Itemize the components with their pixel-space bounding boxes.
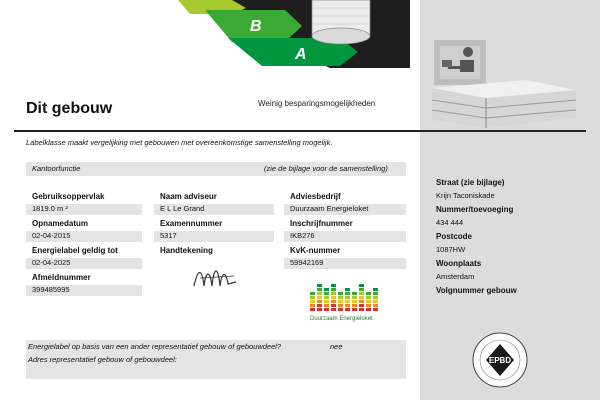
signature-label: Handtekening (160, 246, 213, 255)
signature-image (186, 258, 246, 298)
logo-bar-segment (324, 300, 329, 303)
logo-bar-segment (345, 308, 350, 311)
logo-bar-segment (345, 300, 350, 303)
house-number-value: 434 444 (436, 218, 464, 227)
logo-bar-segment (373, 300, 378, 303)
company-logo (286, 276, 406, 326)
logo-bar-segment (373, 308, 378, 311)
logo-bar-segment (324, 308, 329, 311)
page-subtitle: Weinig besparingsmogelijkheden (258, 99, 376, 108)
street-value: Krijn Taconiskade (436, 191, 495, 200)
logo-bar-segment (324, 292, 329, 295)
logo-bar-segment (359, 304, 364, 307)
survey-date-label: Opnamedatum (32, 219, 89, 228)
title-divider (14, 130, 586, 132)
logo-bar-segment (338, 292, 343, 295)
logo-bar-segment (317, 284, 322, 287)
logo-bar-segment (338, 304, 343, 307)
logo-bar-segment (359, 288, 364, 291)
logo-bar-segment (331, 284, 336, 287)
survey-date-value: 02-04-2015 (26, 231, 142, 242)
logo-bar-segment (373, 292, 378, 295)
composition-note: (zie de bijlage voor de samenstelling) (264, 164, 388, 173)
logo-bar-segment (359, 292, 364, 295)
logo-bar-segment (317, 296, 322, 299)
logo-bar-segment (324, 296, 329, 299)
logo-bar-segment (310, 300, 315, 303)
logo-bar-segment (317, 292, 322, 295)
representative-address-label: Adres representatief gebouw of gebouwdeel: (28, 355, 177, 364)
company-label: Adviesbedrijf (290, 192, 341, 201)
logo-bar-segment (359, 300, 364, 303)
logo-bar-segment (317, 304, 322, 307)
logo-bar-segment (359, 284, 364, 287)
logo-bar-segment (317, 308, 322, 311)
logo-bar-segment (366, 296, 371, 299)
logo-bar-segment (352, 292, 357, 295)
logo-bar-segment (317, 300, 322, 303)
advisor-name-value: E L Le Grand (154, 204, 274, 215)
office-building-icon (430, 40, 580, 135)
label-letter-b: B (250, 18, 262, 35)
valid-until-value: 02-04-2025 (26, 258, 142, 269)
logo-bar-segment (352, 304, 357, 307)
kvk-value: 59942169 (284, 258, 406, 269)
logo-bar-segment (345, 292, 350, 295)
logo-bar-segment (317, 288, 322, 291)
postcode-value: 1087HW (436, 245, 466, 254)
valid-until-label: Energielabel geldig tot (32, 246, 118, 255)
logo-bar-segment (338, 308, 343, 311)
registration-number-label: Afmeldnummer (32, 273, 91, 282)
building-sequence-label: Volgnummer gebouw (436, 286, 517, 295)
logo-bar-segment (373, 296, 378, 299)
representative-question: Energielabel op basis van een ander representatief gebouw of gebouwdeel? (28, 342, 282, 351)
registration-label: Inschrijfnummer (290, 219, 353, 228)
logo-bar-segment (338, 300, 343, 303)
logo-bar-segment (359, 308, 364, 311)
logo-bar-segment (366, 300, 371, 303)
logo-bar-segment (352, 300, 357, 303)
registration-number-value: 399485995 (26, 285, 142, 296)
postcode-label: Postcode (436, 232, 473, 241)
label-class-note: Labelklasse maakt vergelijking met gebouwen met overeenkomstige samenstelling mogelijk. (26, 138, 333, 147)
logo-bar-segment (366, 304, 371, 307)
logo-bar-segment (366, 292, 371, 295)
logo-bar-segment (310, 308, 315, 311)
logo-bar-segment (331, 288, 336, 291)
usable-area-label: Gebruiksoppervlak (32, 192, 105, 201)
logo-bar-segment (345, 296, 350, 299)
advisor-name-label: Naam adviseur (160, 192, 217, 201)
logo-bar-segment (359, 296, 364, 299)
logo-bar-segment (352, 308, 357, 311)
logo-bar-segment (331, 292, 336, 295)
logo-bar-segment (352, 296, 357, 299)
logo-bar-segment (331, 304, 336, 307)
house-number-label: Nummer/toevoeging (436, 205, 514, 214)
logo-bar-segment (373, 304, 378, 307)
exam-number-label: Examennummer (160, 219, 223, 228)
company-value: Duurzaam Energieloket (284, 204, 406, 215)
label-letter-a: A (295, 46, 307, 63)
building-function: Kantoorfunctie (32, 164, 81, 173)
logo-bar-segment (331, 308, 336, 311)
logo-bar-segment (331, 296, 336, 299)
logo-bar-segment (373, 288, 378, 291)
logo-bar-segment (310, 304, 315, 307)
logo-bar-segment (345, 304, 350, 307)
page-title: Dit gebouw (26, 100, 113, 117)
logo-bar-segment (345, 288, 350, 291)
logo-bar-segment (310, 292, 315, 295)
logo-bar-segment (324, 304, 329, 307)
logo-bar-segment (338, 296, 343, 299)
usable-area-value: 1819.0 m ² (26, 204, 142, 215)
city-value: Amsterdam (436, 272, 475, 281)
kvk-label: KvK-nummer (290, 246, 341, 255)
epbd-seal-icon (470, 330, 530, 390)
city-label: Woonplaats (436, 259, 482, 268)
logo-bar-segment (310, 296, 315, 299)
logo-bar-segment (331, 300, 336, 303)
svg-text:EPBD: EPBD (488, 356, 512, 365)
company-logo-caption: Duurzaam Energieloket (310, 316, 373, 322)
registration-value: IKB276 (284, 231, 406, 242)
logo-bar-segment (324, 288, 329, 291)
logo-bar-segment (366, 308, 371, 311)
exam-number-value: 5317 (154, 231, 274, 242)
street-label: Straat (zie bijlage) (436, 178, 505, 187)
representative-answer: nee (330, 342, 343, 351)
